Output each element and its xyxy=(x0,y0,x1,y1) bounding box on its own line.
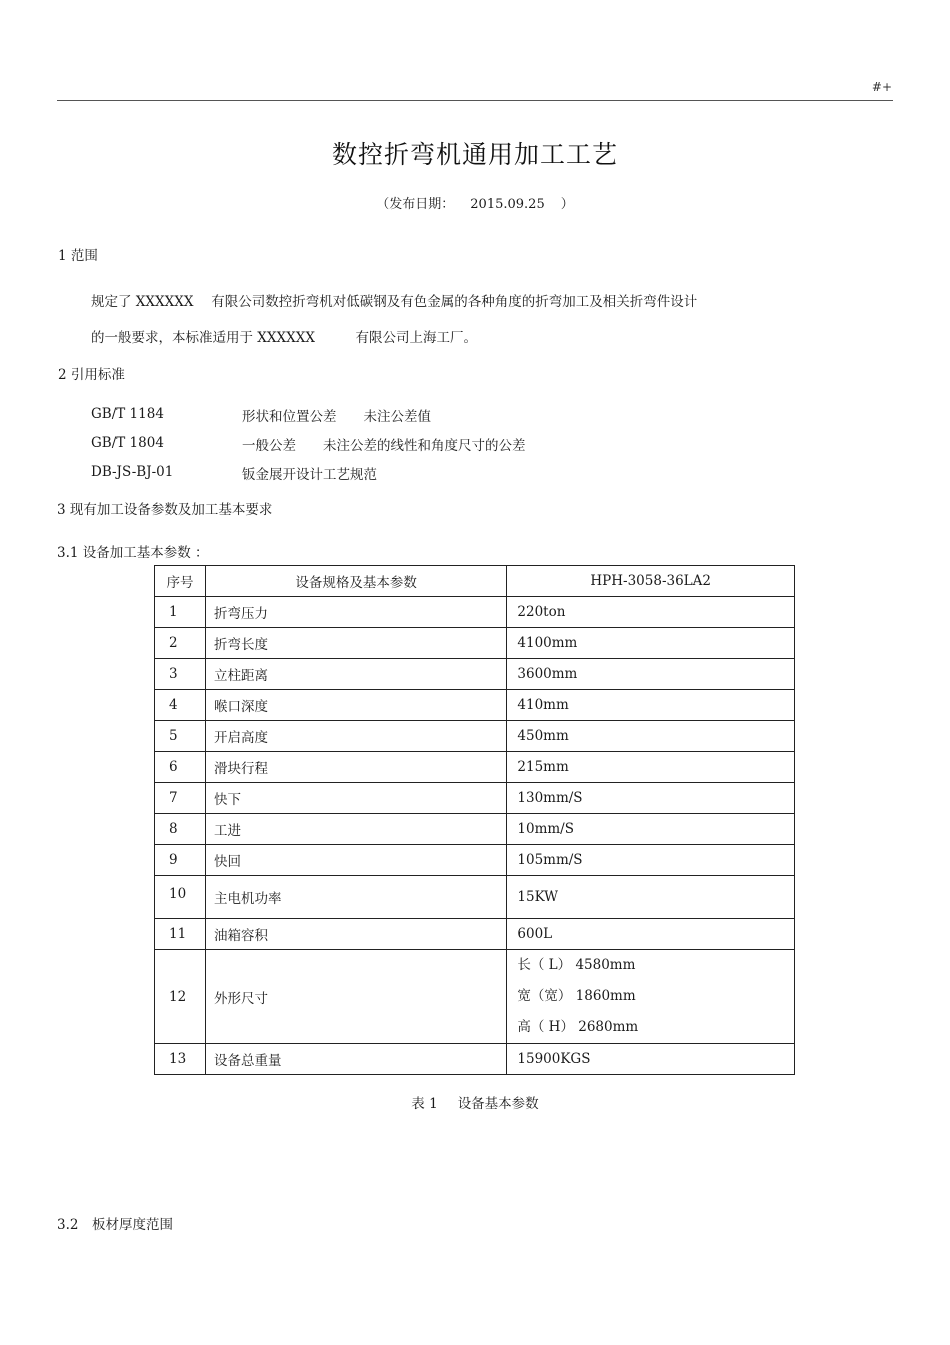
row-parameter: 快下 xyxy=(205,783,506,814)
section-2-heading: 2 引用标准 xyxy=(58,367,125,383)
row-number: 5 xyxy=(155,721,206,752)
publish-suffix: ） xyxy=(560,197,574,212)
row-value: 105mm/S xyxy=(507,845,795,876)
row-parameter: 折弯压力 xyxy=(205,597,506,628)
caption-text: 设备基本参数 xyxy=(457,1096,539,1112)
table-row xyxy=(155,690,795,721)
dimension-width: 宽（宽） 1860mm xyxy=(517,988,636,1004)
row-value-dimensions xyxy=(507,950,795,1044)
row-value: 410mm xyxy=(507,690,795,721)
table-row xyxy=(155,814,795,845)
header-divider xyxy=(57,100,893,101)
row-value: 3600mm xyxy=(507,659,795,690)
row-number: 1 xyxy=(155,597,206,628)
row-parameter: 外形尺寸 xyxy=(205,950,506,1044)
row-number: 12 xyxy=(155,950,206,1044)
row-parameter: 喉口深度 xyxy=(205,690,506,721)
header-cell-model: HPH-3058-36LA2 xyxy=(507,566,795,597)
table-row xyxy=(155,845,795,876)
ref-code: GB/T 1804 xyxy=(91,435,164,451)
ref-desc: 钣金展开设计工艺规范 xyxy=(242,467,377,483)
row-value: 15900KGS xyxy=(507,1044,795,1075)
row-value: 130mm/S xyxy=(507,783,795,814)
row-parameter: 主电机功率 xyxy=(205,876,506,919)
ref-desc: 形状和位置公差 未注公差值 xyxy=(242,409,431,425)
section-1-line-2: 的一般要求，本标准适用于 XXXXXX 有限公司上海工厂。 xyxy=(91,330,477,346)
row-value: 15KW xyxy=(507,876,795,919)
row-value: 4100mm xyxy=(507,628,795,659)
section-3-heading: 3 现有加工设备参数及加工基本要求 xyxy=(57,502,273,518)
document-title: 数控折弯机通用加工工艺 xyxy=(331,140,618,169)
table-row xyxy=(155,659,795,690)
row-value: 220ton xyxy=(507,597,795,628)
row-value: 215mm xyxy=(507,752,795,783)
row-parameter: 设备总重量 xyxy=(205,1044,506,1075)
row-number: 4 xyxy=(155,690,206,721)
row-value: 10mm/S xyxy=(507,814,795,845)
table-header-row xyxy=(155,566,795,597)
row-value: 450mm xyxy=(507,721,795,752)
row-number: 6 xyxy=(155,752,206,783)
publish-prefix: （发布日期： xyxy=(376,197,455,212)
row-parameter: 工进 xyxy=(205,814,506,845)
table-row xyxy=(155,721,795,752)
section-3-1-heading: 3.1 设备加工基本参数 ： xyxy=(57,545,209,561)
dimension-length: 长（ L） 4580mm xyxy=(517,957,636,973)
row-number: 9 xyxy=(155,845,206,876)
row-number: 2 xyxy=(155,628,206,659)
ref-desc: 一般公差 未注公差的线性和角度尺寸的公差 xyxy=(242,438,526,454)
row-parameter: 开启高度 xyxy=(205,721,506,752)
header-cell-no: 序号 xyxy=(155,566,206,597)
section-1-line-1: 规定了 XXXXXX 有限公司数控折弯机对低碳钢及有色金属的各种角度的折弯加工及相关折弯件设计 xyxy=(91,294,698,310)
row-value: 600L xyxy=(507,919,795,950)
table-row xyxy=(155,597,795,628)
row-parameter: 快回 xyxy=(205,845,506,876)
row-number: 10 xyxy=(155,876,206,919)
ref-code: DB-JS-BJ-01 xyxy=(91,464,174,480)
row-number: 8 xyxy=(155,814,206,845)
caption-label: 表 1 xyxy=(411,1096,438,1112)
row-parameter: 油箱容积 xyxy=(205,919,506,950)
table-row xyxy=(155,628,795,659)
row-number: 13 xyxy=(155,1044,206,1075)
ref-code: GB/T 1184 xyxy=(91,406,164,422)
equipment-parameters-table xyxy=(154,565,795,1075)
table-caption xyxy=(0,1092,950,1112)
page-header-mark: #+ xyxy=(871,80,892,94)
dimension-height: 高（ H） 2680mm xyxy=(517,1019,639,1035)
table-row xyxy=(155,919,795,950)
table-row xyxy=(155,783,795,814)
row-number: 3 xyxy=(155,659,206,690)
table-row xyxy=(155,752,795,783)
header-cell-spec: 设备规格及基本参数 xyxy=(205,566,506,597)
publish-date-line xyxy=(0,193,950,212)
table-row xyxy=(155,876,795,919)
row-parameter: 立柱距离 xyxy=(205,659,506,690)
row-parameter: 折弯长度 xyxy=(205,628,506,659)
row-number: 11 xyxy=(155,919,206,950)
publish-date: 2015.09.25 xyxy=(470,197,545,212)
table-row xyxy=(155,1044,795,1075)
row-parameter: 滑块行程 xyxy=(205,752,506,783)
section-3-2-heading: 3.2 板材厚度范围 xyxy=(57,1217,173,1233)
row-number: 7 xyxy=(155,783,206,814)
table-row xyxy=(155,950,795,1044)
section-1-heading: 1 范围 xyxy=(58,248,98,264)
